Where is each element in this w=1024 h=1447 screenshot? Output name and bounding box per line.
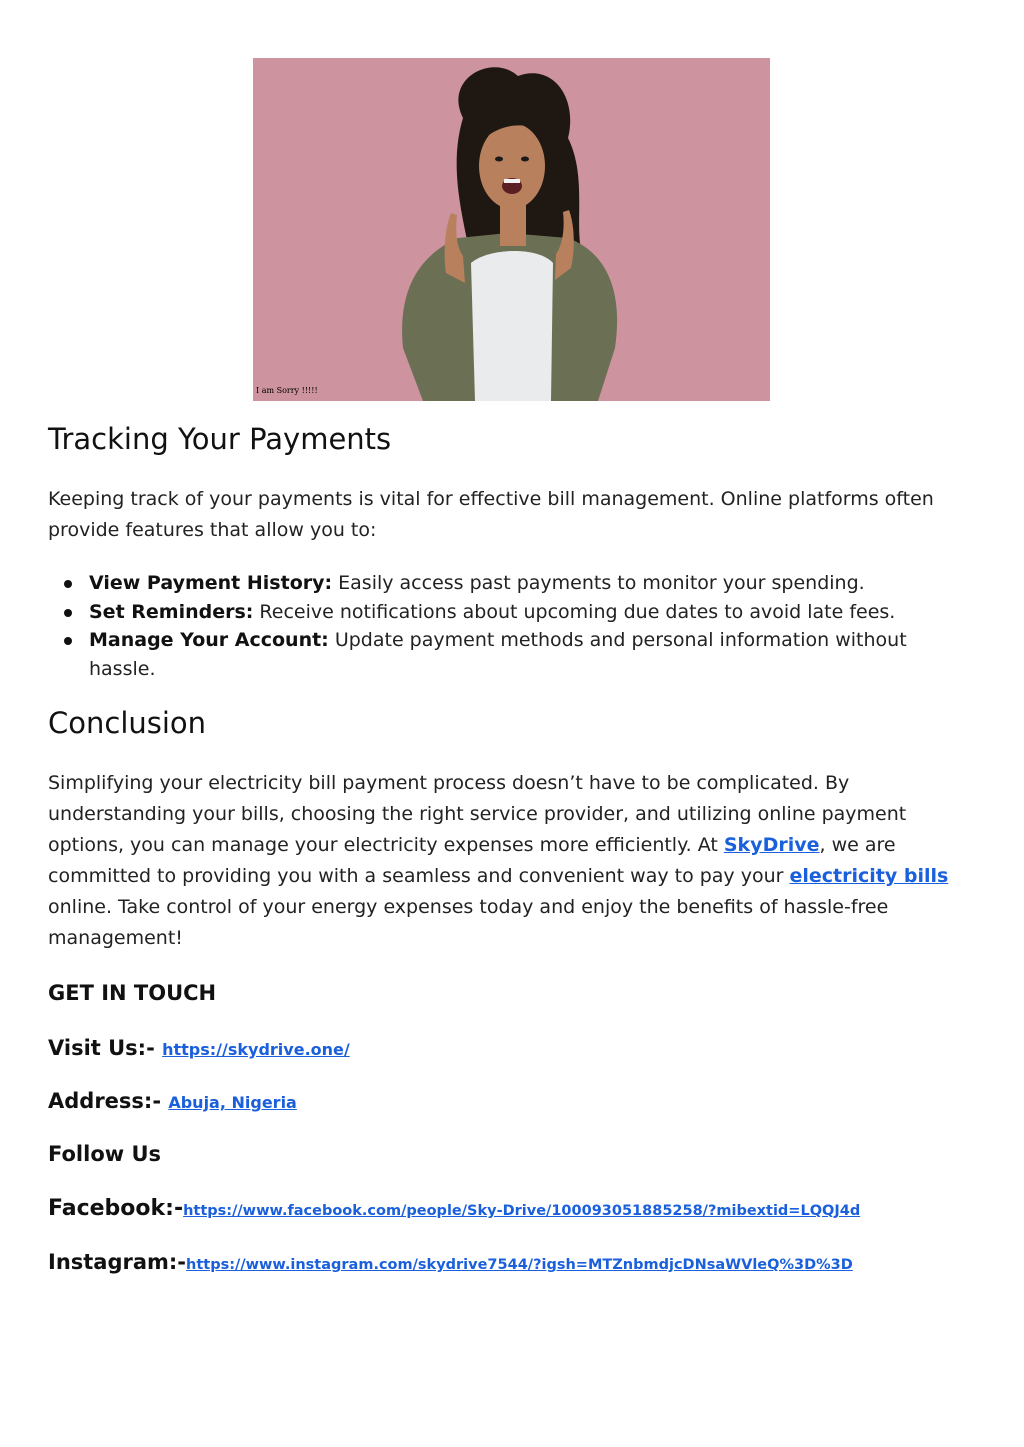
tracking-intro: Keeping track of your payments is vital for effective bill management. Online platforms often provide features that allow you to:: [48, 488, 934, 541]
website-link[interactable]: https://skydrive.one/: [162, 1040, 350, 1059]
instagram-label: Instagram:-: [48, 1250, 187, 1274]
visit-us-row: [48, 1036, 350, 1060]
list-item: [48, 569, 948, 598]
conclusion-text-2: , we are committed to providing you with a seamless and convenient way to pay your: [48, 834, 896, 887]
bullet-icon: [64, 609, 72, 617]
woman-pointing-illustration: [253, 58, 770, 401]
bullet-icon: [64, 580, 72, 588]
facebook-link[interactable]: https://www.facebook.com/people/Sky-Drive/100093051885258/?mibextid=LQQJ4d: [183, 1203, 861, 1219]
list-item-text: Receive notifications about upcoming due dates to avoid late fees.: [253, 600, 896, 623]
list-item: [48, 598, 948, 627]
list-item-term: View Payment History:: [89, 572, 333, 594]
list-item-term: Set Reminders:: [89, 600, 254, 623]
facebook-label: Facebook:-: [48, 1196, 184, 1221]
follow-us-heading: Follow Us: [48, 1142, 162, 1166]
conclusion-text-1: Simplifying your electricity bill payment process doesn’t have to be complicated. By understanding your bills, choosing the right service provider, and utilizing online payment options, you can manage your electricity expenses more efficiently. At: [48, 772, 907, 856]
feature-list: [48, 569, 948, 683]
list-item-term: Manage Your Account:: [89, 629, 329, 651]
address-label: Address:-: [48, 1089, 169, 1113]
hero-image: [253, 58, 770, 401]
conclusion-text-3: online. Take control of your energy expenses today and enjoy the benefits of hassle-free management!: [48, 896, 889, 949]
hero-caption: I am Sorry !!!!!: [256, 386, 318, 395]
instagram-row: [48, 1250, 853, 1274]
section-heading-tracking: Tracking Your Payments: [48, 422, 392, 456]
facebook-row: [48, 1196, 860, 1221]
list-item-text: Update payment methods and personal information without hassle.: [89, 629, 907, 680]
section-heading-conclusion: Conclusion: [48, 706, 207, 740]
address-link[interactable]: Abuja, Nigeria: [168, 1093, 297, 1112]
address-row: [48, 1089, 297, 1113]
conclusion-paragraph: [48, 768, 978, 954]
list-item: [48, 626, 948, 683]
electricity-bills-link[interactable]: electricity bills: [789, 865, 949, 887]
skydrive-link[interactable]: SkyDrive: [723, 834, 820, 856]
list-item-text: Easily access past payments to monitor your spending.: [332, 572, 865, 594]
bullet-icon: [64, 637, 72, 645]
visit-us-label: Visit Us:-: [48, 1036, 163, 1060]
get-in-touch-heading: GET IN TOUCH: [48, 981, 217, 1005]
instagram-link[interactable]: https://www.instagram.com/skydrive7544/?igsh=MTZnbmdjcDNsaWVleQ%3D%3D: [186, 1257, 853, 1273]
